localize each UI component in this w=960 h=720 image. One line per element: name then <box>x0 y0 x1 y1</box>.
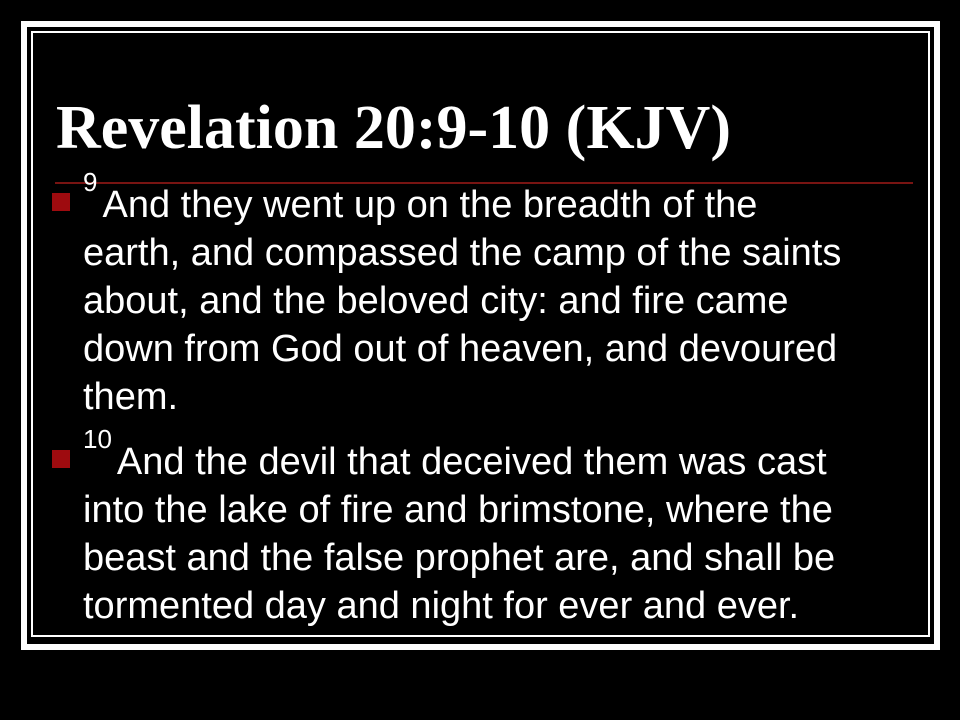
bullet-square <box>52 450 70 468</box>
bullet-square <box>52 193 70 211</box>
verse-text: And the devil that deceived them was cast <box>116 441 827 483</box>
verse-text: And they went up on the breadth of the <box>102 184 758 226</box>
verse-text-line <box>83 167 928 229</box>
verse-text-line: earth, and compassed the camp of the saints <box>83 232 842 274</box>
verse-text-line: into the lake of fire and brimstone, where the <box>83 489 833 531</box>
verse-number-superscript: 10 <box>83 424 112 455</box>
verse-9-paragraph <box>83 167 928 421</box>
verse-10-paragraph <box>83 424 928 630</box>
verse-text-line: down from God out of heaven, and devoured <box>83 328 838 370</box>
verse-text-line: beast and the false prophet are, and shall be <box>83 537 836 579</box>
verse-text-line <box>83 424 928 486</box>
verse-number-superscript: 9 <box>83 167 98 198</box>
verse-text-line: about, and the beloved city: and fire came <box>83 280 789 322</box>
slide-title: Revelation 20:9-10 (KJV) <box>56 94 731 162</box>
verse-text-line: them. <box>83 376 179 418</box>
verse-text-line: tormented day and night for ever and ever. <box>83 585 800 627</box>
